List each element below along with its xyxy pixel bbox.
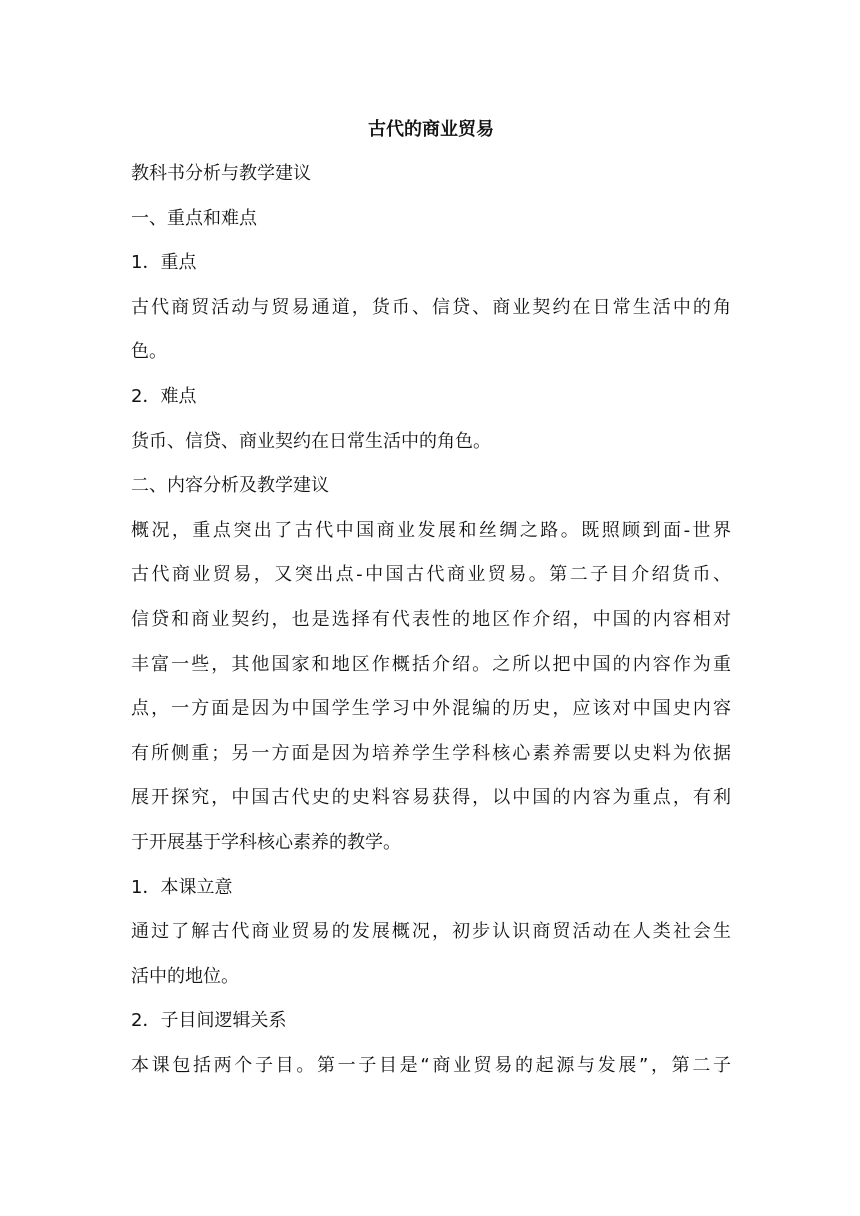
paragraph-line: 色。 bbox=[131, 341, 167, 363]
paragraph-line: 丰富一些，其他国家和地区作概括介绍。之所以把中国的内容作为重 bbox=[131, 653, 731, 675]
paragraph-line: 信贷和商业契约，也是选择有代表性的地区作介绍，中国的内容相对 bbox=[131, 608, 731, 630]
paragraph-line: 点，一方面是因为中国学生学习中外混编的历史，应该对中国史内容 bbox=[131, 698, 731, 720]
paragraph-overview bbox=[131, 509, 731, 866]
item-label-focus: 1．重点 bbox=[131, 252, 197, 274]
item-label-logic: 2．子目间逻辑关系 bbox=[131, 1010, 287, 1032]
paragraph-line: 有所侧重；另一方面是因为培养学生学科核心素养需要以史料为依据 bbox=[131, 742, 731, 764]
section-heading-key-points: 一、重点和难点 bbox=[131, 207, 257, 229]
item-label-difficulty: 2．难点 bbox=[131, 385, 197, 407]
paragraph-line: 古代商业贸易，又突出点-中国古代商业贸易。第二子目介绍货币、 bbox=[131, 564, 731, 586]
paragraph-logic bbox=[131, 1044, 731, 1089]
paragraph-line: 本课包括两个子目。第一子目是“商业贸易的起源与发展”，第二子 bbox=[131, 1054, 731, 1076]
paragraph-difficulty: 货币、信贷、商业契约在日常生活中的角色。 bbox=[131, 430, 491, 452]
paragraph-line: 古代商贸活动与贸易通道，货币、信贷、商业契约在日常生活中的角 bbox=[131, 296, 731, 318]
paragraph-line: 活中的地位。 bbox=[131, 965, 239, 987]
document-subtitle: 教科书分析与教学建议 bbox=[131, 163, 311, 184]
paragraph-line: 展开探究，中国古代史的史料容易获得，以中国的内容为重点，有利 bbox=[131, 787, 731, 809]
item-label-lesson-purpose: 1．本课立意 bbox=[131, 876, 233, 898]
paragraph-lesson-purpose bbox=[131, 910, 731, 999]
paragraph-line: 概况，重点突出了古代中国商业发展和丝绸之路。既照顾到面-世界 bbox=[131, 519, 731, 541]
paragraph-focus bbox=[131, 286, 731, 375]
document-title: 古代的商业贸易 bbox=[368, 119, 494, 140]
paragraph-line: 通过了解古代商业贸易的发展概况，初步认识商贸活动在人类社会生 bbox=[131, 921, 731, 943]
paragraph-line: 于开展基于学科核心素养的教学。 bbox=[131, 831, 401, 853]
document-body bbox=[131, 108, 731, 1088]
section-heading-analysis: 二、内容分析及教学建议 bbox=[131, 475, 329, 497]
